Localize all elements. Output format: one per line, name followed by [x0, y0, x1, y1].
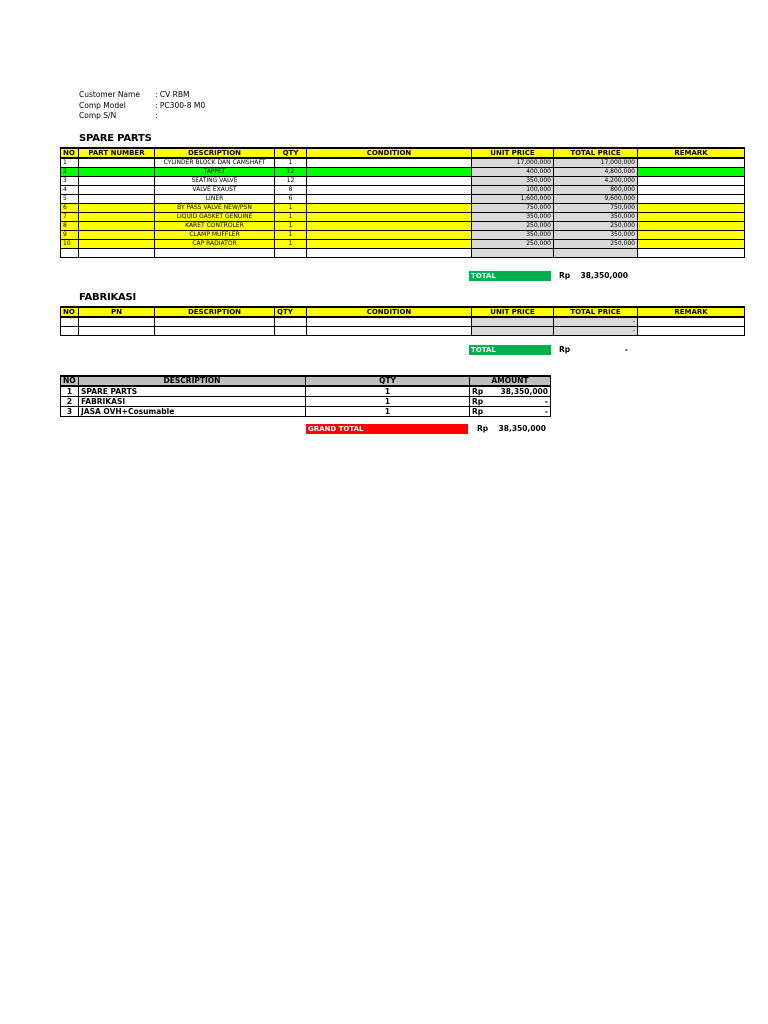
row-part-number — [79, 177, 155, 186]
row-total-price: 4,800,000 — [554, 168, 638, 177]
row-no: 6 — [61, 204, 79, 213]
row-part-number — [79, 231, 155, 240]
table-row — [61, 240, 745, 249]
row-total-price: 250,000 — [554, 222, 638, 231]
row-description: BY PASS VALVE NEW/PSN — [155, 204, 275, 213]
fabrikasi-table — [60, 306, 745, 336]
row-unit-price: 250,000 — [472, 222, 554, 231]
summary-row — [61, 397, 551, 407]
header-description: DESCRIPTION — [155, 148, 275, 158]
fab-header-unit-price: UNIT PRICE — [472, 307, 554, 317]
summary-row-qty: 1 — [306, 386, 470, 397]
row-qty: 12 — [275, 177, 307, 186]
row-total-price: 4,200,000 — [554, 177, 638, 186]
row-condition — [307, 195, 472, 204]
row-part-number — [79, 195, 155, 204]
row-qty: 1 — [275, 240, 307, 249]
summary-row-qty: 1 — [306, 407, 470, 417]
summary-header-amount: AMOUNT — [470, 376, 551, 386]
grand-total-label: GRAND TOTAL — [306, 424, 468, 434]
summary-header-row — [61, 376, 551, 386]
summary-row — [61, 386, 551, 397]
table-row — [61, 231, 745, 240]
summary-row-amount-value: 38,350,000 — [500, 387, 548, 396]
row-remark — [638, 158, 745, 168]
header-total-price: TOTAL PRICE — [554, 148, 638, 158]
summary-row-description: FABRIKASI — [79, 397, 306, 407]
customer-name-label: Customer Name — [79, 90, 140, 99]
row-description: LIQUID GASKET GENUINE — [155, 213, 275, 222]
row-remark — [638, 213, 745, 222]
row-total-price: 750,000 — [554, 204, 638, 213]
row-remark — [638, 222, 745, 231]
row-part-number — [79, 158, 155, 168]
fab-header-pn: PN — [79, 307, 155, 317]
row-condition — [307, 186, 472, 195]
row-unit-price: 350,000 — [472, 213, 554, 222]
header-unit-price: UNIT PRICE — [472, 148, 554, 158]
row-description: KARET CONTROLER — [155, 222, 275, 231]
comp-model-value: : PC300-8 M0 — [155, 100, 206, 110]
spare-parts-total-currency: Rp — [559, 271, 571, 280]
table-row — [61, 204, 745, 213]
row-remark — [638, 168, 745, 177]
row-qty: 1 — [275, 222, 307, 231]
table-row — [61, 158, 745, 168]
row-remark — [638, 240, 745, 249]
grand-total-value: 38,350,000 — [498, 424, 546, 433]
fabrikasi-total-label: TOTAL — [469, 345, 551, 355]
row-condition — [307, 213, 472, 222]
table-row — [61, 195, 745, 204]
row-remark — [638, 177, 745, 186]
summary-row — [61, 407, 551, 417]
fab-header-qty: QTY — [275, 307, 307, 317]
row-unit-price: 17,000,000 — [472, 158, 554, 168]
summary-header-qty: QTY — [306, 376, 470, 386]
table-row — [61, 186, 745, 195]
row-no: 3 — [61, 177, 79, 186]
fabrikasi-total-currency: Rp — [559, 345, 571, 354]
fab-row-total: - — [554, 327, 638, 336]
customer-info — [79, 90, 205, 122]
row-no: 1 — [61, 158, 79, 168]
header-part-number: PART NUMBER — [79, 148, 155, 158]
summary-row-currency: Rp — [472, 407, 484, 416]
row-qty: 6 — [275, 195, 307, 204]
summary-row-amount-value: - — [544, 397, 548, 406]
table-row — [61, 177, 745, 186]
row-qty: 1 — [275, 213, 307, 222]
row-qty: 12 — [275, 168, 307, 177]
row-no: 8 — [61, 222, 79, 231]
row-no: 9 — [61, 231, 79, 240]
table-row — [61, 249, 745, 258]
row-remark — [638, 195, 745, 204]
summary-row-no: 1 — [61, 386, 79, 397]
fabrikasi-header-row — [61, 307, 745, 317]
row-total-price: 17,000,000 — [554, 158, 638, 168]
fab-header-no: NO — [61, 307, 79, 317]
comp-model-label: Comp Model — [79, 100, 126, 110]
row-condition — [307, 231, 472, 240]
row-description: LINER — [155, 195, 275, 204]
row-remark — [638, 204, 745, 213]
table-row — [61, 168, 745, 177]
summary-header-no: NO — [61, 376, 79, 386]
header-remark: REMARK — [638, 148, 745, 158]
row-condition — [307, 177, 472, 186]
row-unit-price: 750,000 — [472, 204, 554, 213]
row-unit-price: 1,600,000 — [472, 195, 554, 204]
row-condition — [307, 158, 472, 168]
row-total-price: 250,000 — [554, 240, 638, 249]
row-condition — [307, 240, 472, 249]
fabrikasi-total-value: - — [624, 345, 628, 354]
summary-row-amount — [470, 386, 551, 397]
spare-parts-title: SPARE PARTS — [79, 133, 152, 144]
header-no: NO — [61, 148, 79, 158]
spare-parts-table — [60, 147, 745, 258]
summary-table — [60, 375, 551, 417]
row-remark — [638, 231, 745, 240]
header-qty: QTY — [275, 148, 307, 158]
row-description: CAP RADIATOR — [155, 240, 275, 249]
summary-row-amount — [470, 397, 551, 407]
row-part-number — [79, 222, 155, 231]
spare-parts-total-label: TOTAL — [469, 271, 551, 281]
row-description: CLAMP MUFFLER — [155, 231, 275, 240]
row-part-number — [79, 186, 155, 195]
row-qty: 1 — [275, 158, 307, 168]
table-row — [61, 327, 745, 336]
row-unit-price: 350,000 — [472, 231, 554, 240]
fab-row-total: - — [554, 317, 638, 327]
header-condition: CONDITION — [307, 148, 472, 158]
table-row — [61, 317, 745, 327]
row-part-number — [79, 168, 155, 177]
spare-parts-total-value: 38,350,000 — [580, 271, 628, 280]
comp-sn-label: Comp S/N — [79, 111, 117, 120]
summary-row-no: 3 — [61, 407, 79, 417]
comp-sn-value: : — [155, 111, 158, 120]
summary-row-amount-value: - — [544, 407, 548, 416]
row-unit-price: 400,000 — [472, 168, 554, 177]
row-description: CYLINDER BLOCK DAN CAMSHAFT — [155, 158, 275, 168]
row-unit-price: 100,000 — [472, 186, 554, 195]
summary-row-description: SPARE PARTS — [79, 386, 306, 397]
summary-row-description: JASA OVH+Cosumable — [79, 407, 306, 417]
row-total-price: 9,600,000 — [554, 195, 638, 204]
row-no: 4 — [61, 186, 79, 195]
row-description: SEATING VALVE — [155, 177, 275, 186]
table-row — [61, 222, 745, 231]
row-total-price: 350,000 — [554, 231, 638, 240]
row-total-price: 800,000 — [554, 186, 638, 195]
row-total-price: 350,000 — [554, 213, 638, 222]
spare-parts-header-row — [61, 148, 745, 158]
row-condition — [307, 168, 472, 177]
fab-header-total-price: TOTAL PRICE — [554, 307, 638, 317]
summary-row-qty: 1 — [306, 397, 470, 407]
row-qty: 1 — [275, 204, 307, 213]
fab-header-description: DESCRIPTION — [155, 307, 275, 317]
fab-header-remark: REMARK — [638, 307, 745, 317]
row-no: 2 — [61, 168, 79, 177]
row-condition — [307, 204, 472, 213]
row-description: TAPPET — [155, 168, 275, 177]
summary-row-currency: Rp — [472, 397, 484, 406]
row-no: 5 — [61, 195, 79, 204]
row-unit-price: 250,000 — [472, 240, 554, 249]
summary-row-no: 2 — [61, 397, 79, 407]
fabrikasi-title: FABRIKASI — [79, 292, 137, 303]
fab-header-condition: CONDITION — [307, 307, 472, 317]
row-no: 7 — [61, 213, 79, 222]
grand-total-currency: Rp — [477, 424, 489, 433]
row-part-number — [79, 204, 155, 213]
row-remark — [638, 186, 745, 195]
row-no: 10 — [61, 240, 79, 249]
summary-row-amount — [470, 407, 551, 417]
row-part-number — [79, 213, 155, 222]
summary-header-description: DESCRIPTION — [79, 376, 306, 386]
row-qty: 1 — [275, 231, 307, 240]
summary-row-currency: Rp — [472, 387, 484, 396]
row-description: VALVE EXAUST — [155, 186, 275, 195]
row-part-number — [79, 240, 155, 249]
customer-name-value: : CV RBM — [155, 90, 190, 99]
row-condition — [307, 222, 472, 231]
row-unit-price: 350,000 — [472, 177, 554, 186]
row-qty: 8 — [275, 186, 307, 195]
table-row — [61, 213, 745, 222]
